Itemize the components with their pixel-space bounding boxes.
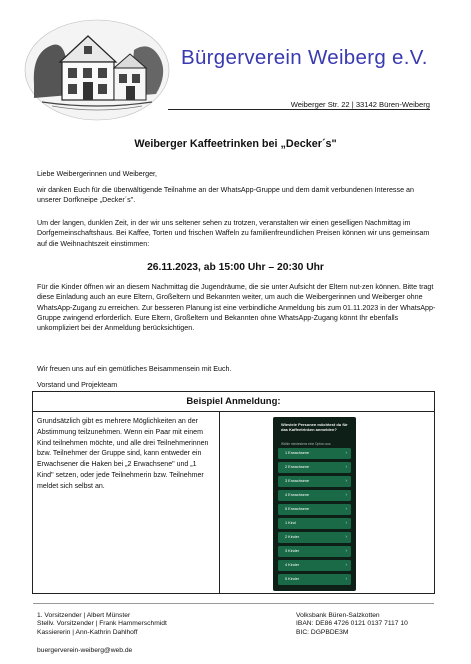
poll-option-label: 5 Kinder — [285, 577, 300, 581]
footer-line: Volksbank Büren-Salzkotten — [296, 612, 380, 619]
poll-option-label: 3 Kinder — [285, 549, 300, 553]
poll-option-label: 5 Erwachsene — [285, 507, 310, 511]
footer-email: buergerverein-weiberg@web.de — [37, 647, 133, 654]
chevron-right-icon: › — [345, 576, 347, 581]
footer-board-members — [37, 612, 167, 637]
example-registration-box — [32, 391, 435, 594]
poll-option-label: 4 Erwachsene — [285, 493, 310, 497]
poll-option — [278, 476, 351, 487]
poll-option — [278, 490, 351, 501]
poll-option — [278, 560, 351, 571]
org-logo — [22, 14, 172, 122]
signature-line: Vorstand und Projekteam — [37, 381, 118, 389]
organization-address: Weiberger Str. 22 | 33142 Büren-Weiberg — [290, 100, 430, 109]
poll-option-label: 1 Erwachsene — [285, 451, 310, 455]
footer-line: Kassiererin | Ann-Kathrin Dahlhoff — [37, 628, 138, 636]
poll-option — [278, 504, 351, 515]
chevron-right-icon: › — [345, 562, 347, 567]
salutation: Liebe Weibergerinnen und Weiberger, — [37, 170, 158, 178]
poll-option — [278, 546, 351, 557]
poll-option-label: 3 Erwachsene — [285, 479, 310, 483]
chevron-right-icon: › — [345, 520, 347, 525]
chevron-right-icon: › — [345, 450, 347, 455]
chevron-right-icon: › — [345, 548, 347, 553]
footer-line: Stellv. Vorsitzender | Frank Hammerschmidt — [37, 620, 167, 628]
house-logo-drawing — [22, 14, 172, 122]
poll-option — [278, 574, 351, 585]
chevron-right-icon: › — [345, 534, 347, 539]
paragraph-details: Für die Kinder öffnen wir an diesem Nachmittag die Jugendräume, die sie unter Aufsicht der Eltern nut-zen können. Bitte tragt diese Einladung auch an eure Eltern, Großeltern und Bekannten weiter, um auch die Weibergerinnen und Weiberger ohne WhatsApp-Zugang zu erreichen. Zur besseren Planung ist eine verbindliche Anmeldung bis zum 01.11.2023 in der WhatsApp-Gruppe zwingend erforderlich. Eure Eltern, Großeltern und Bekannten ohne WhatsApp-Zugang könnt Ihr ebenfalls unkompliziert bei der Anmeldung berücksichtigen. — [37, 283, 436, 333]
footer-line: 1. Vorsitzender | Albert Münster — [37, 612, 131, 619]
footer-line: BIC: DGPBDE3M — [296, 628, 349, 636]
paragraph-closing: Wir freuen uns auf ein gemütliches Beisammensein mit Euch. — [37, 365, 232, 373]
poll-hint: Wähle mindestens eine Option aus. — [281, 442, 332, 446]
organization-title: Bürgerverein Weiberg e.V. — [181, 46, 428, 69]
paragraph-thanks: wir danken Euch für die überwältigende Teilnahme an der WhatsApp-Gruppe und dem damit verbundenen Interesse an unserer Dorfkneipe „Decker´s". — [37, 186, 414, 205]
poll-option-label: 2 Erwachsene — [285, 465, 310, 469]
poll-question: Wieviele Personen möchtest du für das Kaffeetrinken anmelden? — [281, 422, 348, 432]
poll-option — [278, 518, 351, 529]
example-heading: Beispiel Anmeldung: — [33, 392, 434, 412]
chevron-right-icon: › — [345, 464, 347, 469]
chevron-right-icon: › — [345, 478, 347, 483]
document-title: Weiberger Kaffeetrinken bei „Decker´s" — [134, 138, 337, 150]
poll-option — [278, 448, 351, 459]
example-explanation: Grundsätzlich gibt es mehrere Möglichkeiten an der Abstimmung teilzunehmen. Wenn ein Paar mit einem Kind teilnehmen möchte, und alle drei Teilnehmerinnen bzw. Teilnehmer der Gruppe sind, kann entweder ein Erwachsener die Haken bei „2 Erwachsene" und „1 Kind" setzen, oder jede Teilnehmerin bzw. Teilnehmer meldet sich selbst an. — [37, 418, 209, 490]
chevron-right-icon: › — [345, 506, 347, 511]
footer-line: IBAN: DE86 4726 0121 0137 7117 10 — [296, 620, 408, 628]
poll-option-label: 4 Kinder — [285, 563, 300, 567]
footer-divider — [33, 603, 434, 604]
poll-option-label: 2 Kinder — [285, 535, 300, 539]
header-divider — [168, 109, 430, 110]
poll-option — [278, 532, 351, 543]
poll-option-label: 1 Kind — [285, 521, 296, 525]
chevron-right-icon: › — [345, 492, 347, 497]
poll-option — [278, 462, 351, 473]
event-date-time: 26.11.2023, ab 15:00 Uhr – 20:30 Uhr — [147, 262, 324, 273]
footer-bank-details — [296, 612, 408, 637]
paragraph-invitation: Um der langen, dunklen Zeit, in der wir uns seltener sehen zu trotzen, veranstalten wir einen geselligen Nachmittag im Dorfgemeinschaftshaus. Bei Kaffee, Torten und frischen Waffeln zu familienfreundlichen Preisen können wir uns gemeinsam auf die Weihnachtszeit einstimmen: — [37, 219, 430, 248]
example-column-divider — [219, 412, 220, 594]
whatsapp-poll-screenshot — [273, 417, 356, 591]
